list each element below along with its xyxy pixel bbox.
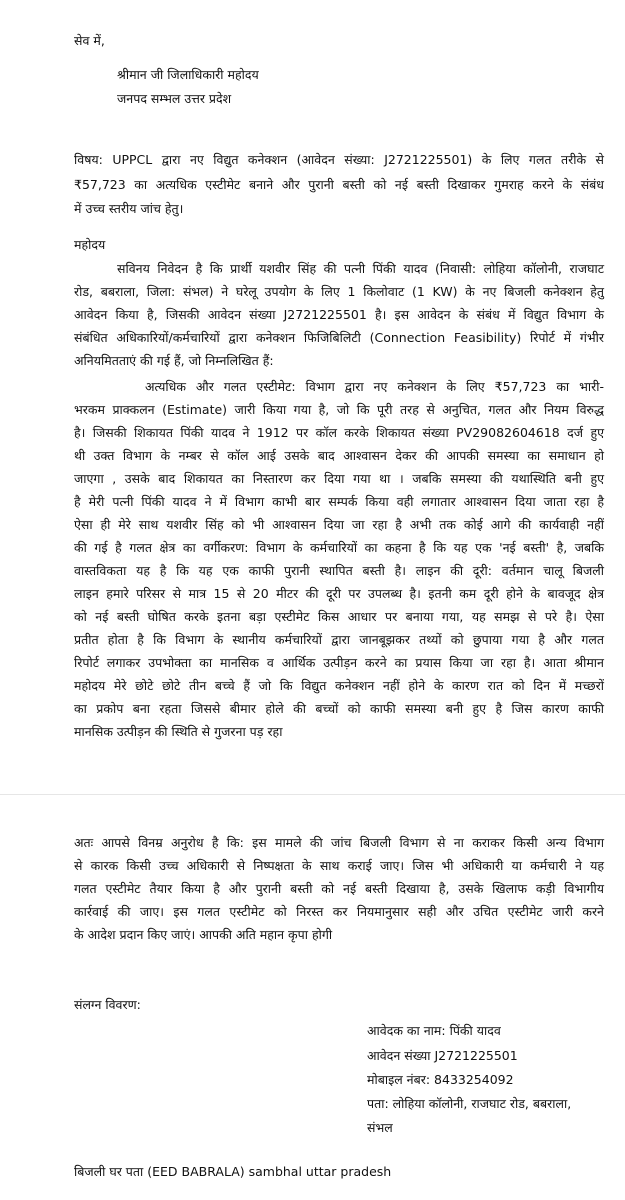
bijli-ghar-address: बिजली घर पता (EED BABRALA) sambhal uttar pradesh [74,1164,392,1179]
para2-line: अत्यधिक और गलत एस्टीमेट: विभाग द्वारा नए कनेक्शन के लिए ₹57,723 का भारी- [145,379,604,394]
para2-line: है मेरी पत्नी पिंकी यादव ने में विभाग काभी बार सम्पर्क किया वही लगातार आश्वासन दिया जाता रहा है [74,494,604,509]
enclosure-label: संलग्न विवरण: [74,997,141,1012]
para2-line: लाइन हमारे परिसर से मात्र 15 से 20 मीटर की दूरी पर उपलब्ध है। इतनी कम दूरी होने के बावजूद क्षेत्र [74,586,604,601]
para2-line: भरकम प्राक्कलन (Estimate) जारी किया गया है, जो कि पूरी तरह से अनुचित, गलत और नियम विरुद्ध [74,402,604,417]
para2-line: की गई है गलत क्षेत्र का वर्गीकरण: विभाग के कर्मचारियों का कहना है कि यह एक 'नई बस्ती' है, जबकि [74,540,604,555]
mobile-number: मोबाइल नंबर: 8433254092 [367,1072,514,1087]
para2-line: है। जिसकी शिकायत पिंकी यादव ने 1912 पर कॉल करके शिकायत संख्या PV29082604618 दर्ज हुए [74,425,604,440]
salutation-to: सेव में, [74,33,105,48]
address-line-2: संभल [367,1120,393,1135]
para1-line: रोड, बबराला, जिला: संभल) ने घरेलू उपयोग के लिए 1 किलोवाट (1 KW) के नए बिजली कनेक्शन हेतु [74,284,604,299]
subject-line-1: विषय: UPPCL द्वारा नए विद्युत कनेक्शन (आवेदन संख्या: J2721225501) के लिए गलत तरीके से [74,152,604,167]
para2-line: वास्तविकता यह है कि यह एक काफी पुरानी स्थापित बस्ती है। लाइन की दूरी: वर्तमान चालू बिजली [74,563,604,578]
para2-line: जाएगा , उसके बाद शिकायत का निस्तारण कर दिया गया था । जबकि समस्या की यथास्थिति बनी हुए [74,471,604,486]
para1-line: सविनय निवेदन है कि प्रार्थी यशवीर सिंह की पत्नी पिंकी यादव (निवासी: लोहिया कॉलोनी, राजघाट [117,261,604,276]
greeting: महोदय [74,237,106,252]
para2-line: का प्रकोप बना रहता जिससे बीमार होले की बच्चों को काफी समस्या बनी हुए है जिस कारण काफी [74,701,604,716]
addressee-line-2: जनपद सम्भल उत्तर प्रदेश [117,91,232,106]
request-line: कार्रवाई की जाए। इस गलत एस्टीमेट को निरस्त कर नियमानुसार सही और उचित एस्टीमेट जारी करने [74,904,604,919]
subject-line-2: ₹57,723 का अत्यधिक एस्टीमेट बनाने और पुरानी बस्ती को नई बस्ती दिखाकर गुमराह करने के संबंध [74,177,604,192]
address-line-1: पता: लोहिया कॉलोनी, राजघाट रोड, बबराला, [367,1096,572,1111]
para2-line: मानसिक उत्पीड़न की स्थिति से गुजरना पड़ रहा [74,724,283,739]
para2-line: थी उक्त विभाग के नम्बर से कॉल आई उसके बाद आश्वासन देकर की आपकी समस्या का समाधान हो [74,448,604,463]
para2-line: प्रतीत होता है कि विभाग के स्थानीय कर्मचारियों द्वारा जानबूझकर तथ्यों को छुपाया गया है और गलत [74,632,604,647]
para2-line: को नई बस्ती घोषित करके इतना बड़ा एस्टीमेट किस आधार पर बनाया गया, यह समझ से परे है। ऐसा [74,609,604,624]
para2-line: महोदय मेरे छोटे छोटे तीन बच्चे हैं जो कि विद्युत कनेक्शन नहीं होने के कारण रात को दिन में मच्छरों [74,678,604,693]
para2-line: ऐसा ही मेरे साथ यशवीर सिंह को भी आश्वासन दिया जा रहा है अभी तक कोई आगे की कार्यवाही नहीं [74,517,604,532]
request-line: अतः आपसे विनम्र अनुरोध है कि: इस मामले की जांच बिजली विभाग से ना कराकर किसी अन्य विभाग [74,835,604,850]
para1-line: अनियमितताएं की गई हैं, जो निम्नलिखित हैं: [74,353,274,368]
para1-line: आवेदन किया है, जिसकी आवेदन संख्या J2721225501 है। इस आवेदन के संबंध में विद्युत विभाग के [74,307,604,322]
request-line: से कारक किसी उच्च अधिकारी से निष्पक्षता के साथ कराई जाए। जिस भी अधिकारी या कर्मचारी ने यह [74,858,604,873]
page-break-separator [0,794,625,795]
addressee-line-1: श्रीमान जी जिलाधिकारी महोदय [117,67,259,82]
para1-line: संबंधित अधिकारियों/कर्मचारियों द्वारा कनेक्शन फिजिबिलिटी (Connection Feasibility) रिपोर्ट में गंभीर [74,330,604,345]
subject-line-3: में उच्च स्तरीय जांच हेतु। [74,201,184,216]
request-line: गलत एस्टीमेट तैयार किया है और पुरानी बस्ती को नई बस्ती दिखाया है, उसके खिलाफ कड़ी विभागीय [74,881,604,896]
para2-line: रिपोर्ट लगाकर उपभोक्ता का मानसिक व आर्थिक उत्पीड़न करने का प्रयास किया जा रहा है। आता श्रीमान [74,655,604,670]
request-line: के आदेश प्रदान किए जाएं। आपकी अति महान कृपा होगी [74,927,333,942]
application-number: आवेदन संख्या J2721225501 [367,1048,518,1063]
applicant-name: आवेदक का नाम: पिंकी यादव [367,1023,501,1038]
